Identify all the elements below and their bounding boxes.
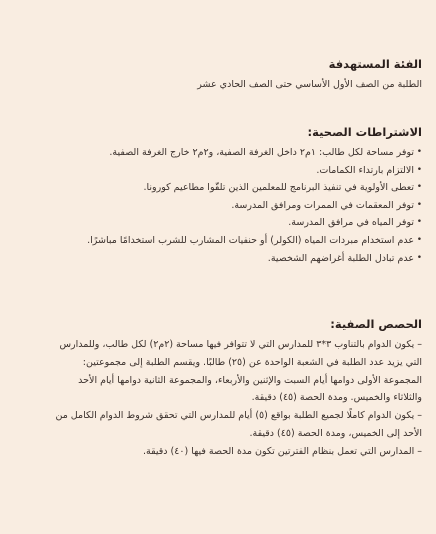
target-group-text: الطلبة من الصف الأول الأساسي حتى الصف الحادي عشر — [197, 79, 422, 90]
target-group-heading: الفئة المستهدفة — [328, 57, 422, 71]
list-item: • تعطى الأولوية في تنفيذ البرنامج للمعلمين الذين تلقّوا مطاعيم كورونا. — [0, 179, 422, 197]
paragraph-line: التي يزيد عدد الطلبة في الشعبة الواحدة عن (٢٥) طالبًا. ويقسم الطلبة إلى مجموعتين: — [82, 356, 422, 368]
paragraph-line: الأحد إلى الخميس، ومدة الحصة (٤٥) دقيقة. — [249, 427, 422, 439]
list-item: • عدم استخدام مبردات المياه (الكولر) أو حنفيات المشارب للشرب استخدامًا مباشرًا. — [0, 232, 422, 250]
health-requirements-section — [0, 124, 422, 267]
paragraph-line: – يكون الدوام بالتناوب ٣*٣ للمدارس التي لا تتوافر فيها مساحة (٢م٢) لكل طالب، وللمدارس — [59, 339, 422, 350]
paragraph-line: – يكون الدوام كاملًا لجميع الطلبة بواقع (٥) أيام للمدارس التي تحقق شروط الدوام الكامل من — [55, 410, 422, 422]
paragraph-line: والثلاثاء والخميس. ومدة الحصة (٤٥) دقيقة. — [251, 392, 422, 404]
paragraph-line: – المدارس التي تعمل بنظام الفترتين تكون مدة الحصة فيها (٤٠) دقيقة. — [142, 445, 422, 457]
list-item: • عدم تبادل الطلبة أغراضهم الشخصية. — [0, 250, 422, 268]
paragraph-line: المجموعة الأولى دوامها أيام السبت والإثنين والأربعاء، والمجموعة الثانية دوامها أيام الأحد — [78, 374, 422, 386]
health-requirements-list — [0, 144, 422, 267]
class-sessions-section — [0, 316, 422, 461]
list-item: • توفر المعقمات في الممرات ومرافق المدرسة. — [0, 197, 422, 215]
class-sessions-heading: الحصص الصفية: — [330, 317, 422, 331]
target-group-section — [0, 56, 422, 94]
list-item: • توفر المياه في مرافق المدرسة. — [0, 214, 422, 232]
health-requirements-heading: الاشتراطات الصحية: — [307, 125, 422, 139]
list-item: • توفر مساحة لكل طالب: ١م٢ داخل الغرفة الصفية، و٢م٢ خارج الغرفة الصفية. — [0, 144, 422, 162]
list-item: • الالتزام بارتداء الكمامات. — [0, 162, 422, 180]
